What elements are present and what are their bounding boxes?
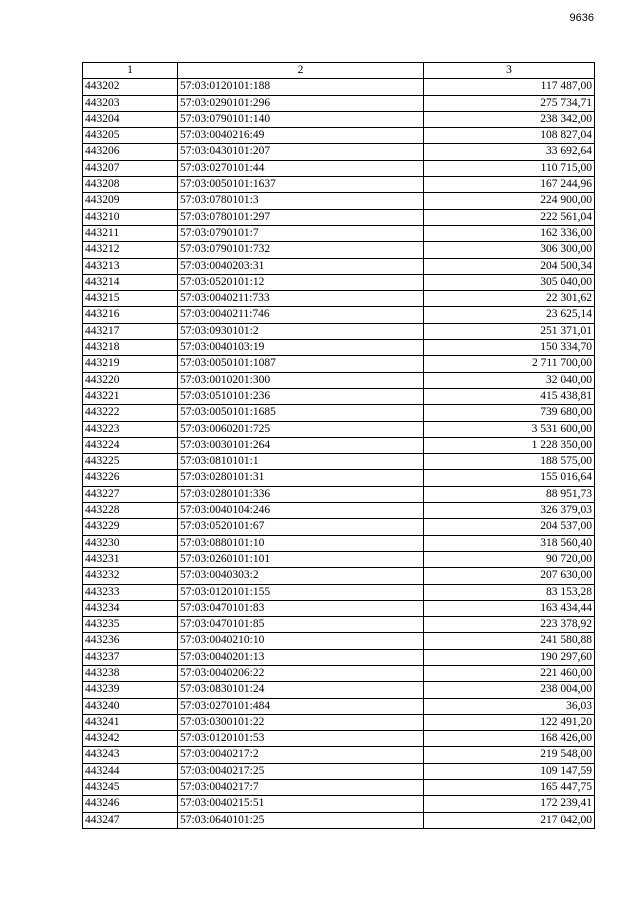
table-row: [83, 79, 595, 95]
record-number-cell: 443232: [83, 568, 178, 584]
value-cell: 22 301,62: [424, 291, 595, 307]
value-cell: 3 531 600,00: [424, 421, 595, 437]
cadastral-number-cell: 57:03:0040211:746: [178, 307, 424, 323]
value-cell: 318 560,40: [424, 535, 595, 551]
table-row: [83, 698, 595, 714]
record-number-cell: 443207: [83, 160, 178, 176]
record-number-cell: 443212: [83, 242, 178, 258]
value-cell: 32 040,00: [424, 372, 595, 388]
cadastral-number-cell: 57:03:0520101:12: [178, 274, 424, 290]
record-number-cell: 443230: [83, 535, 178, 551]
table-row: [83, 111, 595, 127]
record-number-cell: 443238: [83, 665, 178, 681]
table-row: [83, 796, 595, 812]
cadastral-number-cell: 57:03:0040216:49: [178, 128, 424, 144]
cadastral-number-cell: 57:03:0030101:264: [178, 437, 424, 453]
value-cell: 110 715,00: [424, 160, 595, 176]
record-number-cell: 443233: [83, 584, 178, 600]
table-row: [83, 340, 595, 356]
record-number-cell: 443231: [83, 551, 178, 567]
cadastral-number-cell: 57:03:0290101:296: [178, 95, 424, 111]
table-row: [83, 780, 595, 796]
table-row: [83, 160, 595, 176]
table-row: [83, 274, 595, 290]
table-row: [83, 356, 595, 372]
table-row: [83, 242, 595, 258]
table-row: [83, 633, 595, 649]
value-cell: 238 004,00: [424, 682, 595, 698]
value-cell: 221 460,00: [424, 665, 595, 681]
record-number-cell: 443220: [83, 372, 178, 388]
value-cell: 83 153,28: [424, 584, 595, 600]
table-row: [83, 454, 595, 470]
record-number-cell: 443205: [83, 128, 178, 144]
value-cell: 188 575,00: [424, 454, 595, 470]
value-cell: 305 040,00: [424, 274, 595, 290]
value-cell: 217 042,00: [424, 812, 595, 828]
table-row: [83, 372, 595, 388]
record-number-cell: 443224: [83, 437, 178, 453]
value-cell: 150 334,70: [424, 340, 595, 356]
value-cell: 415 438,81: [424, 388, 595, 404]
value-cell: 238 342,00: [424, 111, 595, 127]
record-number-cell: 443229: [83, 519, 178, 535]
table-row: [83, 225, 595, 241]
data-table: [82, 62, 595, 829]
value-cell: 204 500,34: [424, 258, 595, 274]
cadastral-number-cell: 57:03:0040217:2: [178, 747, 424, 763]
record-number-cell: 443210: [83, 209, 178, 225]
table-row: [83, 747, 595, 763]
table-row: [83, 584, 595, 600]
table-row: [83, 665, 595, 681]
table-row: [83, 600, 595, 616]
record-number-cell: 443247: [83, 812, 178, 828]
value-cell: 163 434,44: [424, 600, 595, 616]
value-cell: 207 630,00: [424, 568, 595, 584]
table-row: [83, 649, 595, 665]
cadastral-number-cell: 57:03:0040303:2: [178, 568, 424, 584]
table-row: [83, 291, 595, 307]
cadastral-number-cell: 57:03:0120101:155: [178, 584, 424, 600]
value-cell: 167 244,96: [424, 177, 595, 193]
table-row: [83, 503, 595, 519]
cadastral-number-cell: 57:03:0060201:725: [178, 421, 424, 437]
record-number-cell: 443242: [83, 731, 178, 747]
table-row: [83, 617, 595, 633]
value-cell: 168 426,00: [424, 731, 595, 747]
record-number-cell: 443246: [83, 796, 178, 812]
table-row: [83, 763, 595, 779]
record-number-cell: 443227: [83, 486, 178, 502]
value-cell: 122 491,20: [424, 714, 595, 730]
header-row: [83, 63, 595, 79]
record-number-cell: 443236: [83, 633, 178, 649]
cadastral-number-cell: 57:03:0040217:7: [178, 780, 424, 796]
table-row: [83, 812, 595, 828]
record-number-cell: 443202: [83, 79, 178, 95]
value-cell: 117 487,00: [424, 79, 595, 95]
cadastral-number-cell: 57:03:0470101:85: [178, 617, 424, 633]
cadastral-number-cell: 57:03:0040215:51: [178, 796, 424, 812]
value-cell: 90 720,00: [424, 551, 595, 567]
cadastral-number-cell: 57:03:0280101:31: [178, 470, 424, 486]
record-number-cell: 443240: [83, 698, 178, 714]
table-row: [83, 470, 595, 486]
record-number-cell: 443241: [83, 714, 178, 730]
cadastral-number-cell: 57:03:0040103:19: [178, 340, 424, 356]
cadastral-number-cell: 57:03:0520101:67: [178, 519, 424, 535]
table-row: [83, 486, 595, 502]
value-cell: 224 900,00: [424, 193, 595, 209]
record-number-cell: 443206: [83, 144, 178, 160]
record-number-cell: 443214: [83, 274, 178, 290]
table-row: [83, 388, 595, 404]
table-row: [83, 714, 595, 730]
cadastral-number-cell: 57:03:0780101:297: [178, 209, 424, 225]
table-row: [83, 323, 595, 339]
value-cell: 162 336,00: [424, 225, 595, 241]
value-cell: 2 711 700,00: [424, 356, 595, 372]
record-number-cell: 443218: [83, 340, 178, 356]
value-cell: 33 692,64: [424, 144, 595, 160]
record-number-cell: 443239: [83, 682, 178, 698]
cadastral-number-cell: 57:03:0040201:13: [178, 649, 424, 665]
value-cell: 108 827,04: [424, 128, 595, 144]
table-row: [83, 551, 595, 567]
cadastral-number-cell: 57:03:0270101:44: [178, 160, 424, 176]
cadastral-number-cell: 57:03:0790101:7: [178, 225, 424, 241]
table-row: [83, 128, 595, 144]
value-cell: 204 537,00: [424, 519, 595, 535]
table-row: [83, 535, 595, 551]
record-number-cell: 443215: [83, 291, 178, 307]
value-cell: 23 625,14: [424, 307, 595, 323]
cadastral-number-cell: 57:03:0430101:207: [178, 144, 424, 160]
cadastral-number-cell: 57:03:0470101:83: [178, 600, 424, 616]
cadastral-number-cell: 57:03:0120101:188: [178, 79, 424, 95]
value-cell: 1 228 350,00: [424, 437, 595, 453]
record-number-cell: 443235: [83, 617, 178, 633]
cadastral-number-cell: 57:03:0040210:10: [178, 633, 424, 649]
record-number-cell: 443226: [83, 470, 178, 486]
table-row: [83, 95, 595, 111]
value-cell: 306 300,00: [424, 242, 595, 258]
value-cell: 326 379,03: [424, 503, 595, 519]
column-header-3: 3: [424, 63, 595, 79]
cadastral-number-cell: 57:03:0050101:1685: [178, 405, 424, 421]
cadastral-number-cell: 57:03:0790101:732: [178, 242, 424, 258]
table-body: [83, 79, 595, 829]
record-number-cell: 443209: [83, 193, 178, 209]
table-row: [83, 258, 595, 274]
record-number-cell: 443213: [83, 258, 178, 274]
cadastral-number-cell: 57:03:0300101:22: [178, 714, 424, 730]
value-cell: 739 680,00: [424, 405, 595, 421]
record-number-cell: 443217: [83, 323, 178, 339]
cadastral-number-cell: 57:03:0050101:1087: [178, 356, 424, 372]
cadastral-number-cell: 57:03:0050101:1637: [178, 177, 424, 193]
table-row: [83, 405, 595, 421]
record-number-cell: 443222: [83, 405, 178, 421]
cadastral-number-cell: 57:03:0830101:24: [178, 682, 424, 698]
cadastral-number-cell: 57:03:0930101:2: [178, 323, 424, 339]
cadastral-number-cell: 57:03:0040217:25: [178, 763, 424, 779]
value-cell: 88 951,73: [424, 486, 595, 502]
table-row: [83, 437, 595, 453]
table-row: [83, 568, 595, 584]
value-cell: 223 378,92: [424, 617, 595, 633]
table-row: [83, 177, 595, 193]
table-row: [83, 193, 595, 209]
cadastral-number-cell: 57:03:0010201:300: [178, 372, 424, 388]
column-header-1: 1: [83, 63, 178, 79]
value-cell: 109 147,59: [424, 763, 595, 779]
record-number-cell: 443228: [83, 503, 178, 519]
record-number-cell: 443243: [83, 747, 178, 763]
table-row: [83, 209, 595, 225]
table-row: [83, 731, 595, 747]
cadastral-number-cell: 57:03:0260101:101: [178, 551, 424, 567]
table-row: [83, 519, 595, 535]
value-cell: 155 016,64: [424, 470, 595, 486]
cadastral-number-cell: 57:03:0270101:484: [178, 698, 424, 714]
page-number: 9636: [569, 12, 594, 24]
table-row: [83, 421, 595, 437]
cadastral-number-cell: 57:03:0040104:246: [178, 503, 424, 519]
record-number-cell: 443216: [83, 307, 178, 323]
cadastral-number-cell: 57:03:0040203:31: [178, 258, 424, 274]
record-number-cell: 443223: [83, 421, 178, 437]
record-number-cell: 443244: [83, 763, 178, 779]
record-number-cell: 443221: [83, 388, 178, 404]
record-number-cell: 443208: [83, 177, 178, 193]
column-header-2: 2: [178, 63, 424, 79]
table-row: [83, 682, 595, 698]
value-cell: 36,03: [424, 698, 595, 714]
cadastral-number-cell: 57:03:0640101:25: [178, 812, 424, 828]
record-number-cell: 443234: [83, 600, 178, 616]
value-cell: 190 297,60: [424, 649, 595, 665]
record-number-cell: 443211: [83, 225, 178, 241]
cadastral-number-cell: 57:03:0040211:733: [178, 291, 424, 307]
value-cell: 222 561,04: [424, 209, 595, 225]
cadastral-number-cell: 57:03:0880101:10: [178, 535, 424, 551]
cadastral-number-cell: 57:03:0810101:1: [178, 454, 424, 470]
value-cell: 241 580,88: [424, 633, 595, 649]
record-number-cell: 443204: [83, 111, 178, 127]
value-cell: 275 734,71: [424, 95, 595, 111]
record-number-cell: 443225: [83, 454, 178, 470]
cadastral-number-cell: 57:03:0040206:22: [178, 665, 424, 681]
value-cell: 219 548,00: [424, 747, 595, 763]
table-row: [83, 307, 595, 323]
cadastral-number-cell: 57:03:0510101:236: [178, 388, 424, 404]
record-number-cell: 443219: [83, 356, 178, 372]
value-cell: 165 447,75: [424, 780, 595, 796]
cadastral-number-cell: 57:03:0120101:53: [178, 731, 424, 747]
value-cell: 251 371,01: [424, 323, 595, 339]
cadastral-number-cell: 57:03:0790101:140: [178, 111, 424, 127]
cadastral-number-cell: 57:03:0280101:336: [178, 486, 424, 502]
record-number-cell: 443203: [83, 95, 178, 111]
value-cell: 172 239,41: [424, 796, 595, 812]
cadastral-number-cell: 57:03:0780101:3: [178, 193, 424, 209]
record-number-cell: 443245: [83, 780, 178, 796]
record-number-cell: 443237: [83, 649, 178, 665]
table-row: [83, 144, 595, 160]
